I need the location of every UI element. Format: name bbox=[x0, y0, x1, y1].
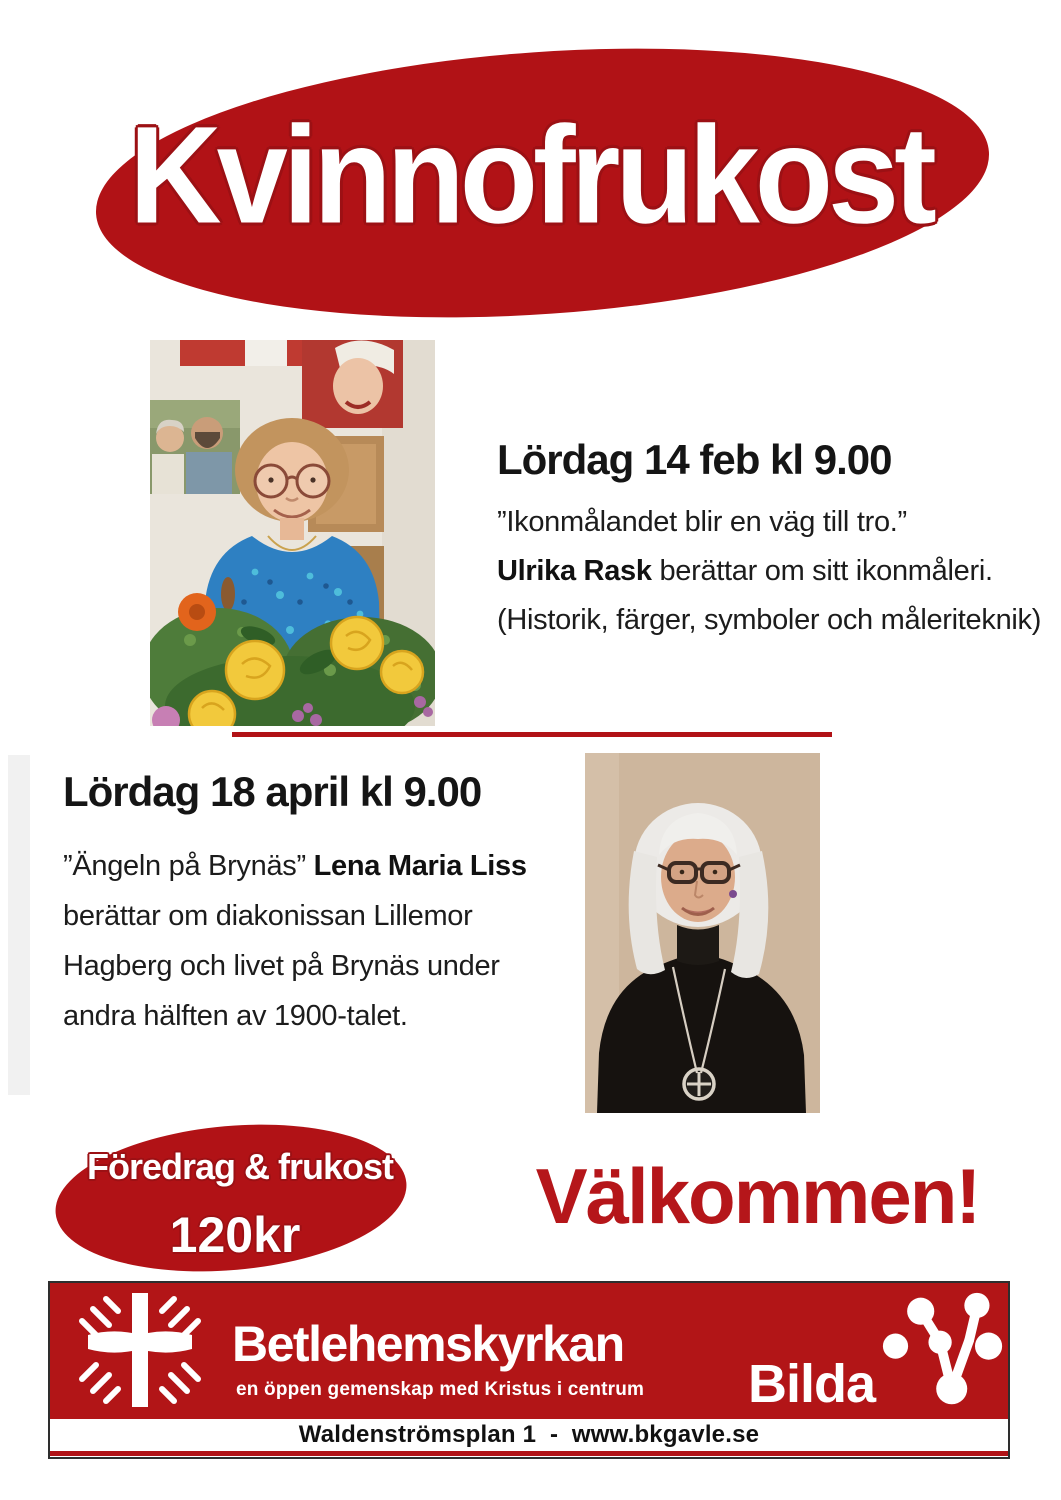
price-badge-label: Föredrag & frukost bbox=[86, 1146, 394, 1187]
church-tagline: en öppen gemenskap med Kristus i centrum bbox=[236, 1379, 645, 1400]
session-2-heading: Lördag 18 april kl 9.00 bbox=[63, 768, 482, 815]
bilda-molecule-logo bbox=[880, 1285, 1006, 1415]
session-1-text bbox=[497, 498, 1045, 645]
session-2 bbox=[63, 768, 578, 1041]
session-1-heading: Lördag 14 feb kl 9.00 bbox=[497, 436, 892, 483]
photo-ulrika-rask-illustration bbox=[150, 340, 435, 726]
photo-lena-maria-liss-illustration bbox=[585, 753, 820, 1113]
bilda-logo-text: Bilda bbox=[748, 1354, 876, 1414]
session-2-text bbox=[63, 841, 578, 1041]
footer-banner-red-area bbox=[50, 1283, 1008, 1419]
poster-title: Kvinnofrukost bbox=[129, 98, 932, 253]
session-2-description: berättar om diakonissan Lillemor Hagberg och livet på Brynäs under andra hälften av 1900-talet. bbox=[63, 900, 500, 1033]
session-1-quote: ”Ikonmålandet blir en väg till tro.” bbox=[497, 506, 907, 539]
church-name: Betlehemskyrkan bbox=[232, 1316, 624, 1372]
section-divider bbox=[232, 732, 832, 737]
footer-red-line bbox=[50, 1451, 1008, 1456]
photo-lena-maria-liss bbox=[585, 753, 820, 1113]
footer-address: Waldenströmsplan 1 - www.bkgavle.se bbox=[50, 1419, 1008, 1451]
page-edge-shadow bbox=[8, 755, 30, 1095]
session-1-description: berättar om sitt ikonmåleri. (Historik, färger, symboler och måleriteknik) bbox=[497, 555, 1042, 637]
church-cross-logo bbox=[60, 1287, 220, 1413]
footer-banner bbox=[48, 1281, 1010, 1459]
session-1-speaker: Ulrika Rask bbox=[497, 555, 652, 588]
session-2-quote: ”Ängeln på Brynäs” bbox=[63, 850, 314, 883]
session-1 bbox=[497, 436, 1045, 645]
session-2-speaker: Lena Maria Liss bbox=[313, 850, 527, 883]
price-badge-amount: 120kr bbox=[169, 1207, 301, 1263]
photo-ulrika-rask bbox=[150, 340, 435, 726]
welcome-text: Välkommen! bbox=[535, 1152, 980, 1240]
